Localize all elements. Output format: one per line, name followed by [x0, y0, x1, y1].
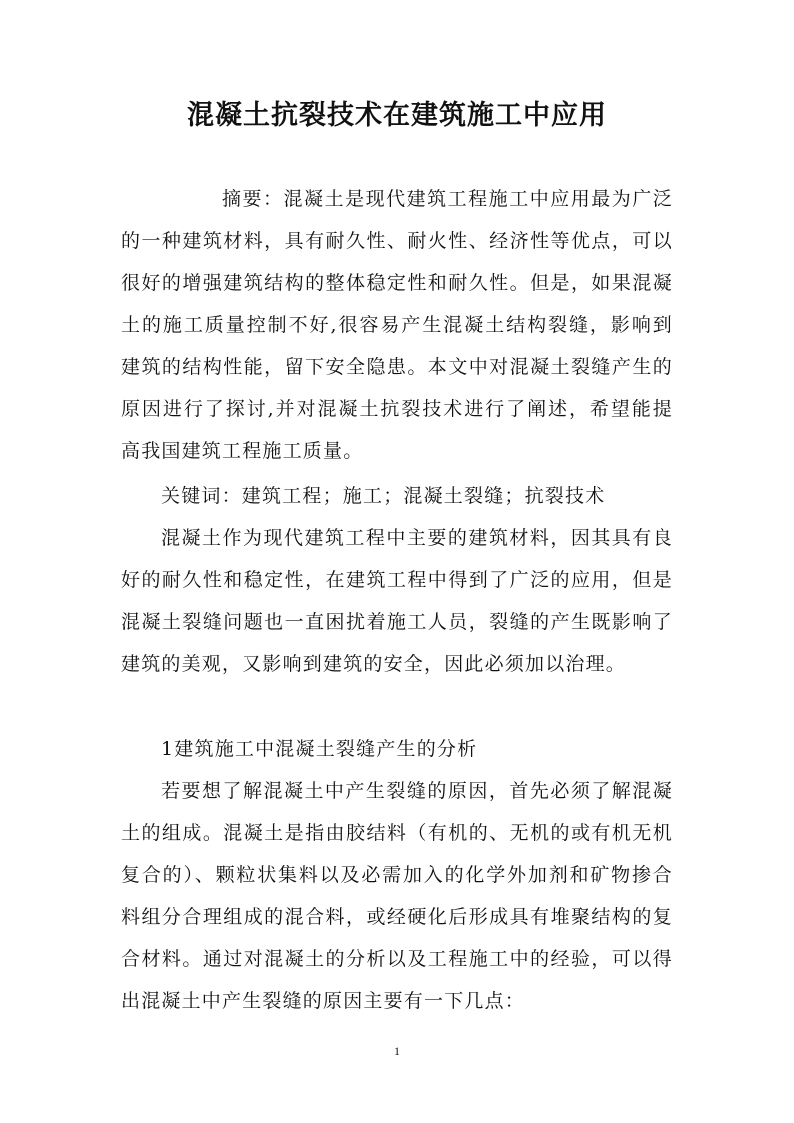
document-title: 混凝土抗裂技术在建筑施工中应用 [187, 100, 607, 131]
section-heading: 1建筑施工中混凝土裂缝产生的分析 [161, 738, 478, 760]
page-number: 1 [394, 1044, 400, 1058]
intro-paragraph: 混凝土作为现代建筑工程中主要的建筑材料，因其具有良好的耐久性和稳定性，在建筑工程中得到了广泛的应用，但是混凝土裂缝问题也一直困扰着施工人员，裂缝的产生既影响了建筑的美观，又影响到建筑的安全，因此必须加以治理。 [121, 527, 673, 675]
keywords-paragraph: 关键词：建筑工程；施工；混凝土裂缝；抗裂技术 [161, 485, 606, 507]
abstract-paragraph: 摘要：混凝土是现代建筑工程施工中应用最为广泛的一种建筑材料，具有耐久性、耐火性、经济性等优点，可以很好的增强建筑结构的整体稳定性和耐久性。但是，如果混凝土的施工质量控制不好,很容易产生混凝土结构裂缝，影响到建筑的结构性能，留下安全隐患。本文中对混凝土裂缝产生的原因进行了探讨,并对混凝土抗裂技术进行了阐述，希望能提高我国建筑工程施工质量。 [121, 188, 673, 462]
section-body-paragraph: 若要想了解混凝土中产生裂缝的原因，首先必须了解混凝土的组成。混凝土是指由胶结料（有机的、无机的或有机无机复合的）、颗粒状集料以及必需加入的化学外加剂和矿物掺合料组分合理组成的混合料，或经硬化后形成具有堆聚结构的复合材料。通过对混凝土的分析以及工程施工中的经验，可以得出混凝土中产生裂缝的原因主要有一下几点： [121, 780, 673, 1012]
